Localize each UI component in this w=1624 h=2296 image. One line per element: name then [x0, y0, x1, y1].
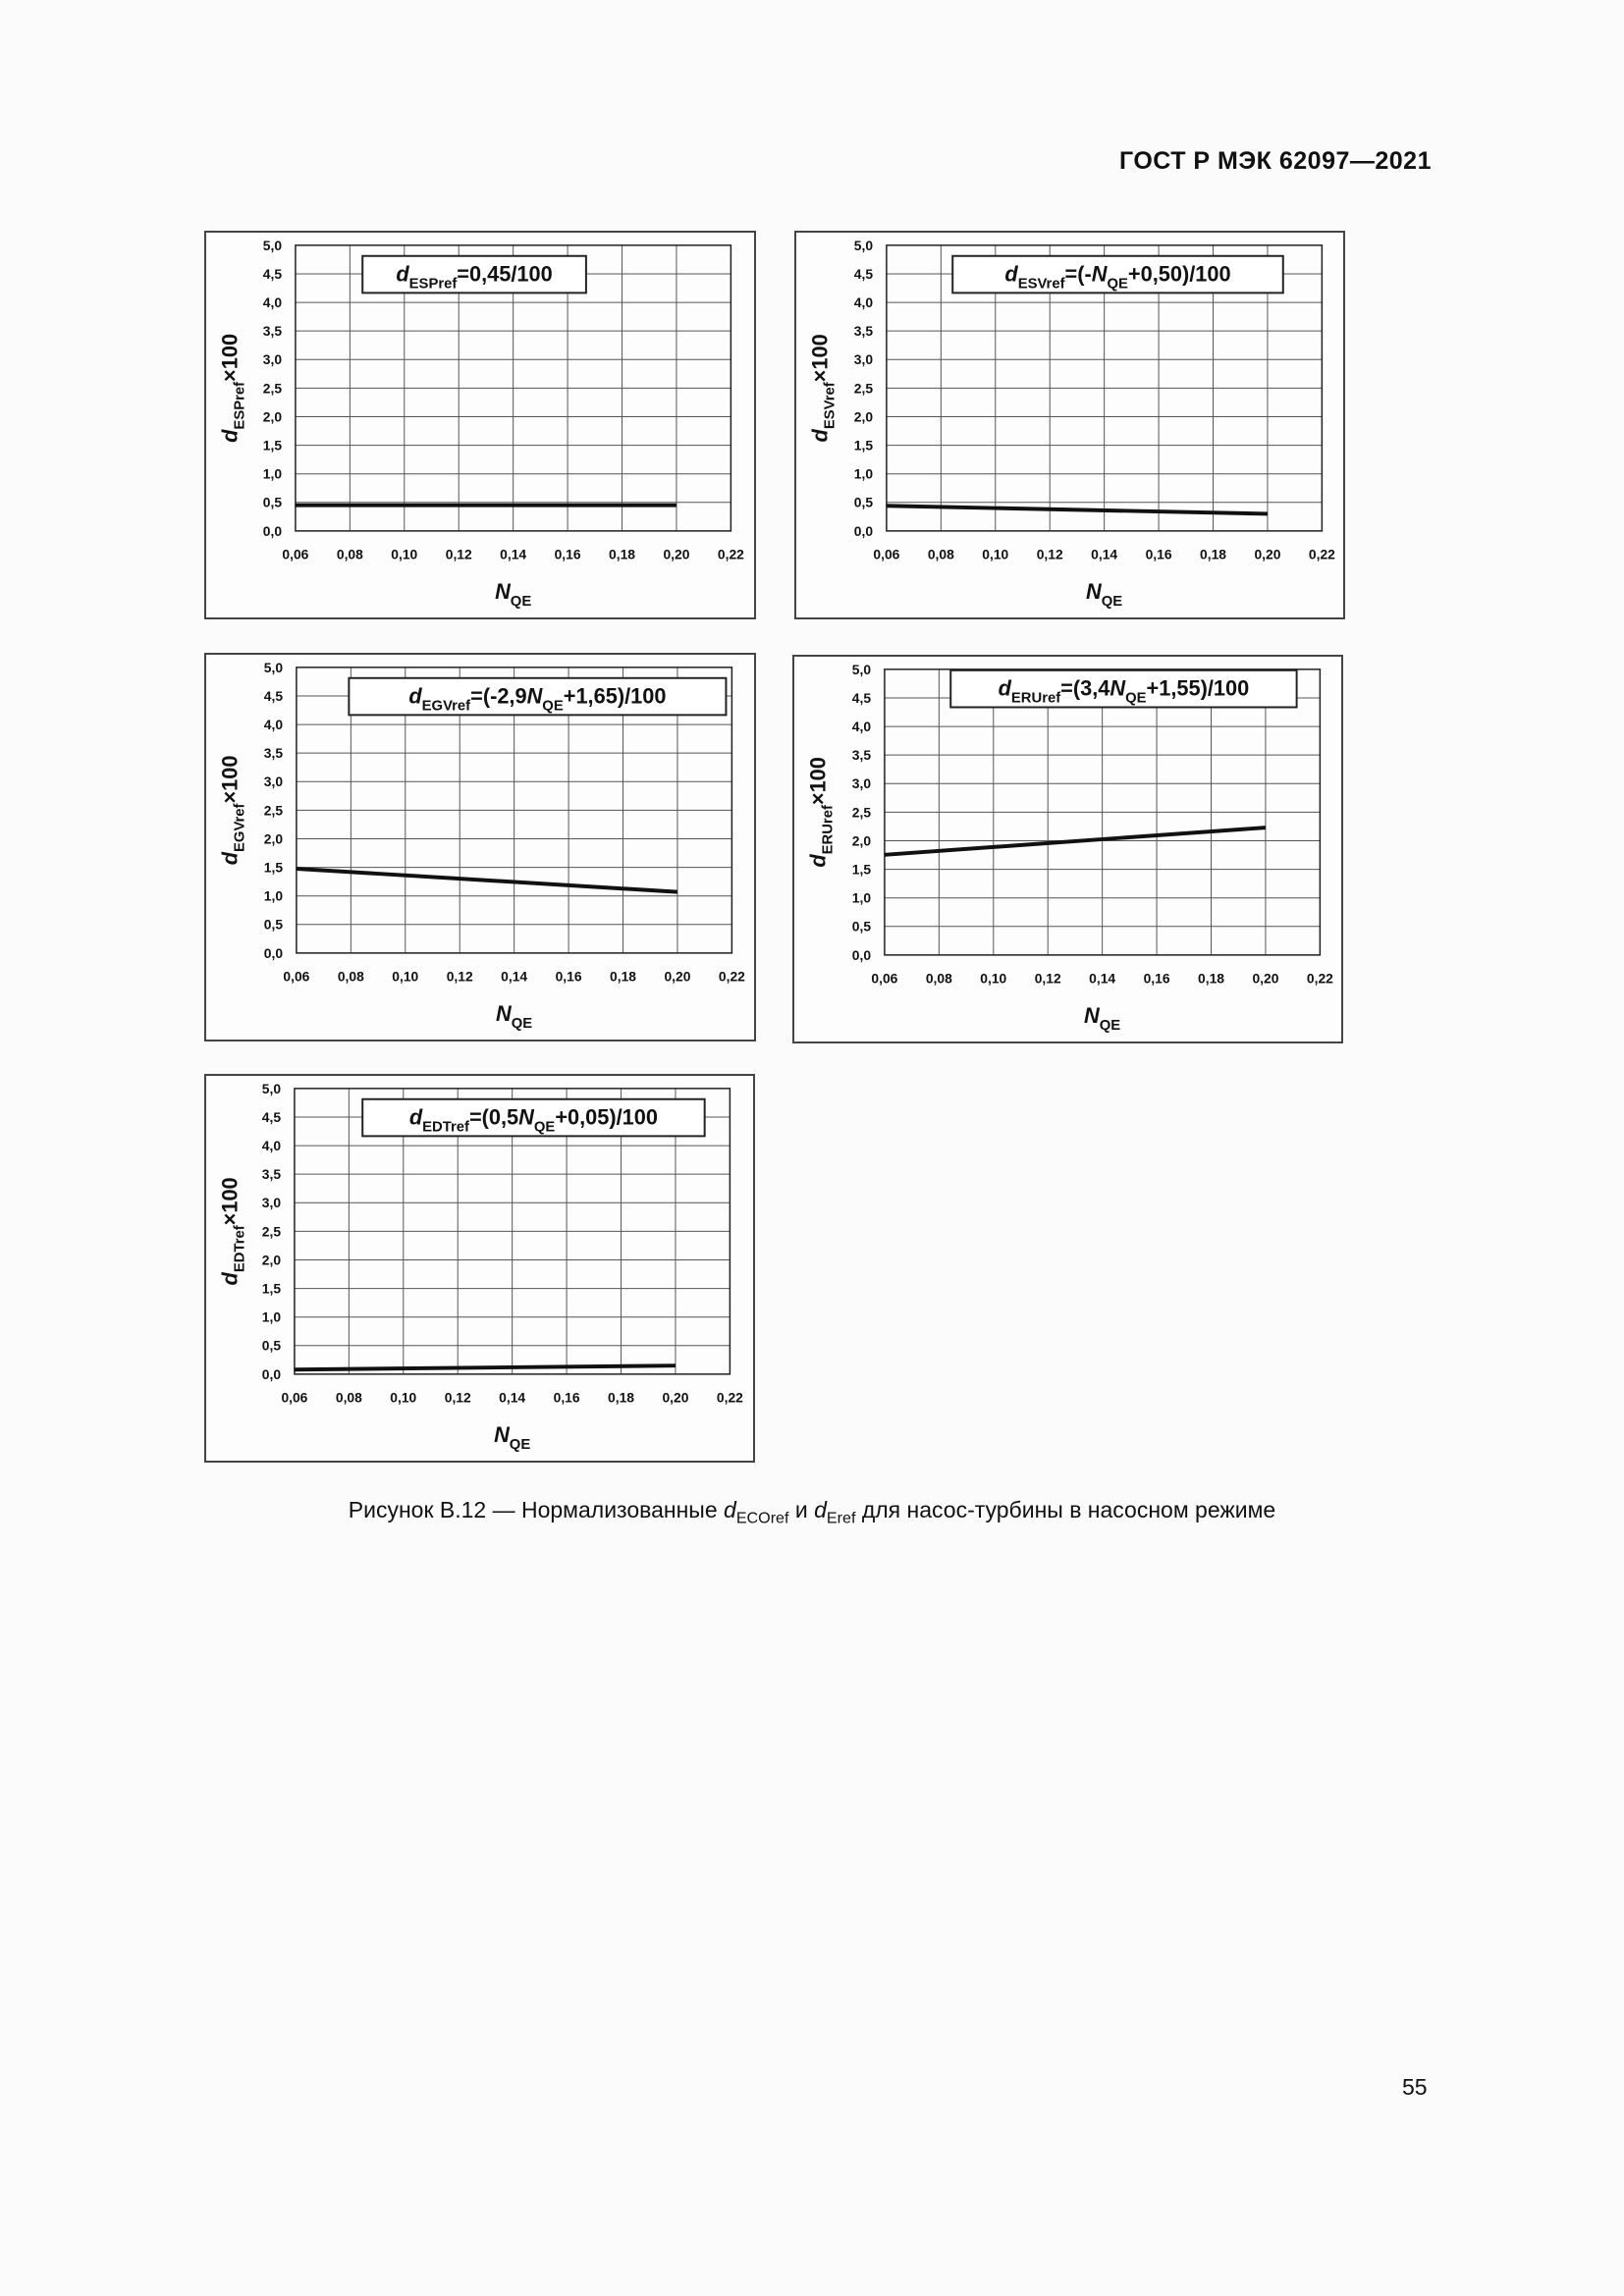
caption-prefix: Рисунок В.12 — Нормализованные	[348, 1497, 725, 1522]
y-tick-label: 4,5	[851, 689, 872, 706]
x-tick-label: 0,08	[337, 968, 364, 985]
y-tick-label: 1,0	[851, 889, 872, 906]
x-axis-label	[496, 1001, 532, 1032]
chart-eru	[794, 657, 1341, 1041]
y-tick-label: 3,0	[263, 774, 284, 790]
y-tick-label: 3,5	[262, 323, 283, 340]
y-tick-label: 4,0	[853, 294, 874, 311]
y-tick-label: 4,0	[263, 717, 284, 733]
x-tick-label: 0,12	[446, 968, 473, 985]
x-tick-label: 0,20	[1252, 970, 1279, 987]
ylabel-part-1: ESPref	[232, 381, 248, 430]
formula-part-1: ERUref	[1010, 690, 1061, 707]
x-tick-label: 0,14	[1091, 546, 1118, 562]
x-tick-label: 0,18	[1198, 970, 1224, 987]
y-tick-label: 1,5	[851, 861, 872, 878]
x-tick-label: 0,16	[554, 546, 581, 562]
ylabel-part-1: ERUref	[820, 805, 837, 855]
y-tick-label: 3,5	[851, 747, 872, 764]
ylabel-part-0: d	[217, 851, 243, 866]
chart-esv	[796, 233, 1343, 617]
figure-caption	[0, 1497, 1624, 1527]
y-tick-label: 3,5	[853, 323, 874, 340]
y-tick-label: 0,0	[262, 522, 283, 539]
y-tick-label: 1,5	[261, 1280, 282, 1297]
ylabel-part-2: ×100	[217, 1177, 243, 1226]
x-tick-label: 0,12	[1034, 970, 1061, 987]
x-tick-label: 0,06	[283, 968, 310, 985]
x-tick-label: 0,14	[1089, 970, 1116, 987]
formula-part-2: =(0,5	[468, 1104, 519, 1130]
y-tick-label: 1,5	[853, 437, 874, 454]
x-tick-label: 0,08	[925, 970, 952, 987]
y-tick-label: 2,0	[853, 408, 874, 425]
xlabel-part-1: QE	[1099, 1018, 1121, 1035]
ylabel-part-2: ×100	[217, 333, 243, 382]
y-tick-label: 2,0	[262, 408, 283, 425]
series-line-dESVref	[887, 506, 1268, 513]
formula-part-3: N	[1091, 261, 1108, 287]
y-tick-label: 2,0	[851, 832, 872, 849]
x-tick-label: 0,18	[1200, 546, 1226, 562]
x-axis-label	[495, 579, 531, 610]
x-axis-label	[494, 1422, 530, 1453]
y-axis-label	[808, 334, 839, 442]
y-axis-label	[806, 757, 837, 868]
y-tick-label: 1,5	[263, 859, 284, 876]
formula-part-4: QE	[1107, 276, 1128, 293]
caption-symbol-1: d	[724, 1497, 736, 1522]
y-tick-label: 3,0	[262, 351, 283, 368]
y-tick-label: 0,0	[851, 946, 872, 963]
formula-part-5: +1,55)/100	[1146, 675, 1250, 701]
chart-panel-edt	[204, 1074, 755, 1463]
caption-middle: и	[788, 1497, 815, 1522]
xlabel-part-0: N	[494, 1422, 510, 1448]
xlabel-part-0: N	[1086, 579, 1102, 605]
y-tick-label: 4,0	[262, 294, 283, 311]
x-tick-label: 0,22	[1306, 970, 1333, 987]
formula-part-3: N	[518, 1104, 534, 1130]
y-tick-label: 0,5	[853, 494, 874, 510]
xlabel-part-1: QE	[511, 1016, 533, 1033]
ylabel-part-0: d	[805, 854, 831, 868]
ylabel-part-1: EDTref	[232, 1225, 248, 1273]
chart-edt	[206, 1076, 753, 1461]
ylabel-part-0: d	[217, 429, 243, 443]
y-tick-label: 2,0	[261, 1252, 282, 1268]
ylabel-part-1: EGVref	[232, 803, 248, 852]
chart-panel-esp	[204, 231, 756, 619]
x-tick-label: 0,22	[718, 968, 745, 985]
x-tick-label: 0,18	[609, 546, 636, 562]
x-tick-label: 0,16	[555, 968, 582, 985]
y-tick-label: 1,0	[261, 1308, 282, 1325]
y-tick-label: 4,5	[853, 265, 874, 282]
x-tick-label: 0,06	[282, 546, 309, 562]
formula-part-2: =(-2,9	[470, 683, 527, 709]
formula-part-3: N	[526, 683, 543, 709]
x-tick-label: 0,10	[390, 1389, 417, 1406]
y-tick-label: 1,0	[262, 465, 283, 482]
xlabel-part-1: QE	[509, 1437, 531, 1454]
y-tick-label: 5,0	[262, 237, 283, 253]
x-tick-label: 0,12	[445, 546, 472, 562]
y-tick-label: 4,0	[851, 719, 872, 735]
y-tick-label: 3,5	[263, 745, 284, 762]
ylabel-part-2: ×100	[805, 757, 831, 806]
x-axis-label	[1084, 1003, 1120, 1034]
caption-subscript-1: ECOref	[735, 1509, 789, 1527]
series-line-dEGVref	[297, 869, 677, 892]
x-tick-label: 0,16	[553, 1389, 580, 1406]
y-tick-label: 5,0	[851, 661, 872, 677]
y-axis-label	[218, 334, 248, 443]
x-tick-label: 0,20	[663, 546, 690, 562]
formula-part-1: EGVref	[421, 698, 471, 715]
y-tick-label: 1,0	[263, 887, 284, 904]
ylabel-part-2: ×100	[217, 755, 243, 804]
x-tick-label: 0,16	[1143, 970, 1170, 987]
x-tick-label: 0,14	[499, 1389, 526, 1406]
x-tick-label: 0,10	[982, 546, 1009, 562]
x-tick-label: 0,08	[336, 546, 363, 562]
y-tick-label: 0,5	[851, 918, 872, 934]
chart-panel-esv	[794, 231, 1345, 619]
y-tick-label: 0,0	[261, 1365, 282, 1382]
formula-part-4: QE	[1125, 690, 1147, 707]
formula-part-5: +0,50)/100	[1127, 261, 1231, 287]
y-tick-label: 5,0	[853, 237, 874, 253]
x-tick-label: 0,18	[610, 968, 636, 985]
ylabel-part-2: ×100	[807, 334, 833, 383]
y-tick-label: 0,5	[261, 1337, 282, 1354]
y-tick-label: 1,0	[853, 465, 874, 482]
x-tick-label: 0,22	[716, 1389, 743, 1406]
y-axis-label	[218, 1177, 248, 1285]
ylabel-part-1: ESVref	[822, 382, 839, 430]
formula-part-1: EDTref	[422, 1119, 469, 1136]
y-tick-label: 4,5	[262, 265, 283, 282]
formula-part-0: d	[1004, 261, 1018, 287]
formula-part-0: d	[408, 1104, 423, 1130]
y-tick-label: 3,0	[853, 351, 874, 368]
x-tick-label: 0,22	[717, 546, 744, 562]
x-tick-label: 0,08	[927, 546, 954, 562]
x-tick-label: 0,06	[871, 970, 898, 987]
y-tick-label: 2,5	[261, 1223, 282, 1240]
caption-symbol-2: d	[814, 1497, 827, 1522]
page-number: 55	[1402, 2074, 1428, 2100]
x-tick-label: 0,06	[281, 1389, 308, 1406]
y-tick-label: 5,0	[261, 1080, 282, 1096]
y-tick-label: 4,5	[263, 687, 284, 704]
y-tick-label: 3,0	[851, 775, 872, 792]
xlabel-part-0: N	[496, 1001, 512, 1027]
y-axis-label	[218, 755, 248, 865]
formula-part-4: QE	[533, 1119, 556, 1136]
x-tick-label: 0,12	[444, 1389, 471, 1406]
x-tick-label: 0,12	[1036, 546, 1063, 562]
x-tick-label: 0,14	[501, 968, 528, 985]
formula-part-2: =(-	[1064, 261, 1092, 287]
y-tick-label: 2,5	[262, 380, 283, 397]
y-tick-label: 2,5	[851, 804, 872, 821]
x-tick-label: 0,20	[664, 968, 691, 985]
formula-part-1: ESPref	[408, 276, 458, 293]
x-tick-label: 0,10	[391, 546, 418, 562]
caption-suffix: для насос-турбины в насосном режиме	[855, 1497, 1276, 1522]
chart-egv	[206, 655, 754, 1040]
formula-part-5: +0,05)/100	[555, 1104, 659, 1130]
y-tick-label: 0,5	[263, 916, 284, 933]
x-tick-label: 0,06	[873, 546, 900, 562]
y-tick-label: 3,0	[261, 1195, 282, 1211]
xlabel-part-1: QE	[1101, 594, 1123, 611]
xlabel-part-1: QE	[510, 594, 532, 611]
y-tick-label: 1,5	[262, 437, 283, 454]
x-axis-label	[1086, 579, 1122, 610]
y-tick-label: 2,0	[263, 830, 284, 847]
y-tick-label: 5,0	[263, 659, 284, 675]
chart-panel-eru	[792, 655, 1343, 1043]
chart-panel-egv	[204, 653, 756, 1041]
y-tick-label: 0,5	[262, 494, 283, 510]
x-tick-label: 0,10	[980, 970, 1007, 987]
formula-part-4: QE	[542, 698, 564, 715]
formula-part-5: +1,65)/100	[563, 683, 667, 709]
formula-part-2: =(3,4	[1060, 675, 1110, 701]
x-tick-label: 0,22	[1308, 546, 1335, 562]
y-tick-label: 4,5	[261, 1108, 282, 1125]
ylabel-part-0: d	[217, 1272, 243, 1286]
formula-part-0: d	[396, 261, 409, 287]
formula-part-0: d	[998, 675, 1011, 701]
x-tick-label: 0,14	[500, 546, 527, 562]
caption-subscript-2: Eref	[826, 1509, 856, 1527]
x-tick-label: 0,08	[335, 1389, 362, 1406]
x-tick-label: 0,16	[1145, 546, 1172, 562]
series-line-dEDTref	[295, 1365, 676, 1369]
ylabel-part-0: d	[807, 429, 833, 443]
formula-part-2: =0,45/100	[457, 261, 553, 287]
document-header: ГОСТ Р МЭК 62097—2021	[1118, 147, 1432, 175]
formula-part-3: N	[1110, 675, 1126, 701]
formula-part-0: d	[408, 683, 422, 709]
x-tick-label: 0,20	[662, 1389, 689, 1406]
y-tick-label: 2,5	[263, 802, 284, 819]
xlabel-part-0: N	[1084, 1003, 1100, 1029]
chart-esp	[206, 233, 754, 617]
formula-part-1: ESVref	[1017, 276, 1065, 293]
y-tick-label: 4,0	[261, 1138, 282, 1154]
y-tick-label: 0,0	[853, 522, 874, 539]
y-tick-label: 3,5	[261, 1166, 282, 1183]
x-tick-label: 0,10	[392, 968, 419, 985]
x-tick-label: 0,20	[1254, 546, 1281, 562]
x-tick-label: 0,18	[608, 1389, 635, 1406]
y-tick-label: 0,0	[263, 944, 284, 961]
y-tick-label: 2,5	[853, 380, 874, 397]
xlabel-part-0: N	[495, 579, 511, 605]
